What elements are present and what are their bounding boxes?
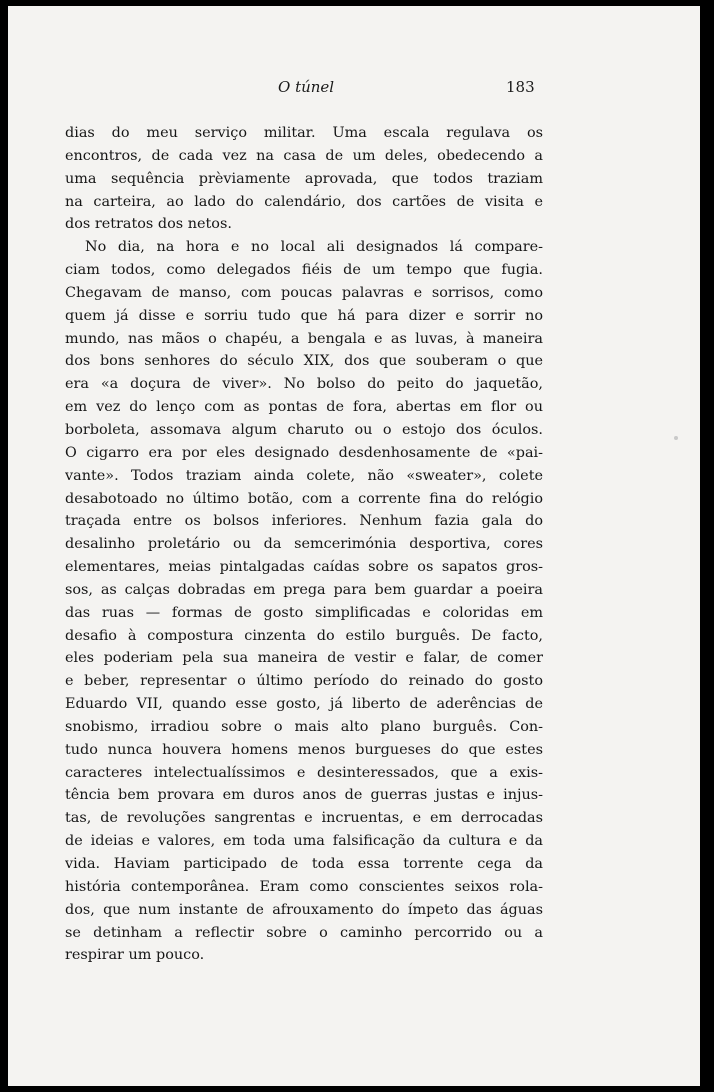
text-line: na carteira, ao lado do calendário, dos cartões de visita e [65, 193, 543, 210]
text-line: caracteres intelectualíssimos e desinteressados, que a exis- [65, 764, 543, 781]
text-line: snobismo, irradiou sobre o mais alto plano burguês. Con- [65, 718, 543, 735]
text-line: quem já disse e sorriu tudo que há para dizer e sorrir no [65, 307, 543, 324]
text-line: uma sequência prèviamente aprovada, que todos traziam [65, 170, 543, 187]
text-line: eles poderiam pela sua maneira de vestir e falar, de comer [65, 650, 543, 667]
text-line: borboleta, assomava algum charuto ou o estojo dos óculos. [65, 421, 543, 438]
text-line: desafio à compostura cinzenta do estilo burguês. De facto, [65, 627, 543, 644]
text-line: ciam todos, como delegados fiéis de um tempo que fugia. [65, 262, 543, 279]
text-line: Chegavam de manso, com poucas palavras e sorrisos, como [65, 284, 543, 301]
text-line: Eduardo VII, quando esse gosto, já liberto de aderências de [65, 696, 543, 713]
text-line: desalinho proletário ou da semcerimónia desportiva, cores [65, 536, 543, 553]
body-text [65, 122, 543, 967]
text-line: desabotoado no último botão, com a corrente fina do relógio [65, 490, 543, 507]
paragraph-1 [65, 122, 543, 236]
text-line: e beber, representar o último período do reinado do gosto [65, 673, 543, 690]
text-line: era «a doçura de viver». No bolso do peito do jaquetão, [65, 376, 543, 393]
text-line: dos retratos dos netos. [65, 216, 232, 233]
book-page [8, 6, 700, 1086]
paragraph-2 [65, 236, 543, 967]
text-line: vante». Todos traziam ainda colete, não «sweater», colete [65, 467, 543, 484]
text-line: mundo, nas mãos o chapéu, a bengala e as luvas, à maneira [65, 330, 543, 347]
text-line: de ideias e valores, em toda uma falsificação da cultura e da [65, 833, 543, 850]
page-header [8, 78, 700, 102]
paper-speck [674, 436, 678, 440]
text-line: encontros, de cada vez na casa de um deles, obedecendo a [65, 147, 543, 164]
text-line: traçada entre os bolsos inferiores. Nenhum fazia gala do [65, 513, 543, 530]
text-line: vida. Haviam participado de toda essa torrente cega da [65, 856, 543, 872]
text-line: dias do meu serviço militar. Uma escala regulava os [65, 125, 543, 141]
text-line: tência bem provara em duros anos de guerras justas e injus- [65, 787, 543, 804]
text-line: tudo nunca houvera homens menos burgueses do que estes [65, 741, 543, 758]
text-line: respirar um pouco. [65, 947, 205, 964]
page-number: 183 [506, 78, 535, 96]
text-line: se detinham a reflectir sobre o caminho percorrido ou a [65, 924, 543, 941]
text-line: elementares, meias pintalgadas caídas sobre os sapatos gros- [65, 559, 543, 576]
text-line: dos, que num instante de afrouxamento do ímpeto das águas [65, 901, 543, 918]
text-line: em vez do lenço com as pontas de fora, abertas em flor ou [65, 399, 543, 416]
text-line: tas, de revoluções sangrentas e incruentas, e em derrocadas [65, 810, 543, 827]
text-line: das ruas — formas de gosto simplificadas e coloridas em [65, 604, 543, 621]
running-title: O túnel [278, 78, 335, 96]
text-line: dos bons senhores do século XIX, dos que souberam o que [65, 353, 543, 370]
text-line: sos, as calças dobradas em prega para bem guardar a poeira [65, 581, 543, 598]
text-line: história contemporânea. Eram como conscientes seixos rola- [65, 878, 543, 895]
text-line: No dia, na hora e no local ali designados lá compare- [85, 239, 543, 256]
text-line: O cigarro era por eles designado desdenhosamente de «pai- [65, 444, 543, 461]
